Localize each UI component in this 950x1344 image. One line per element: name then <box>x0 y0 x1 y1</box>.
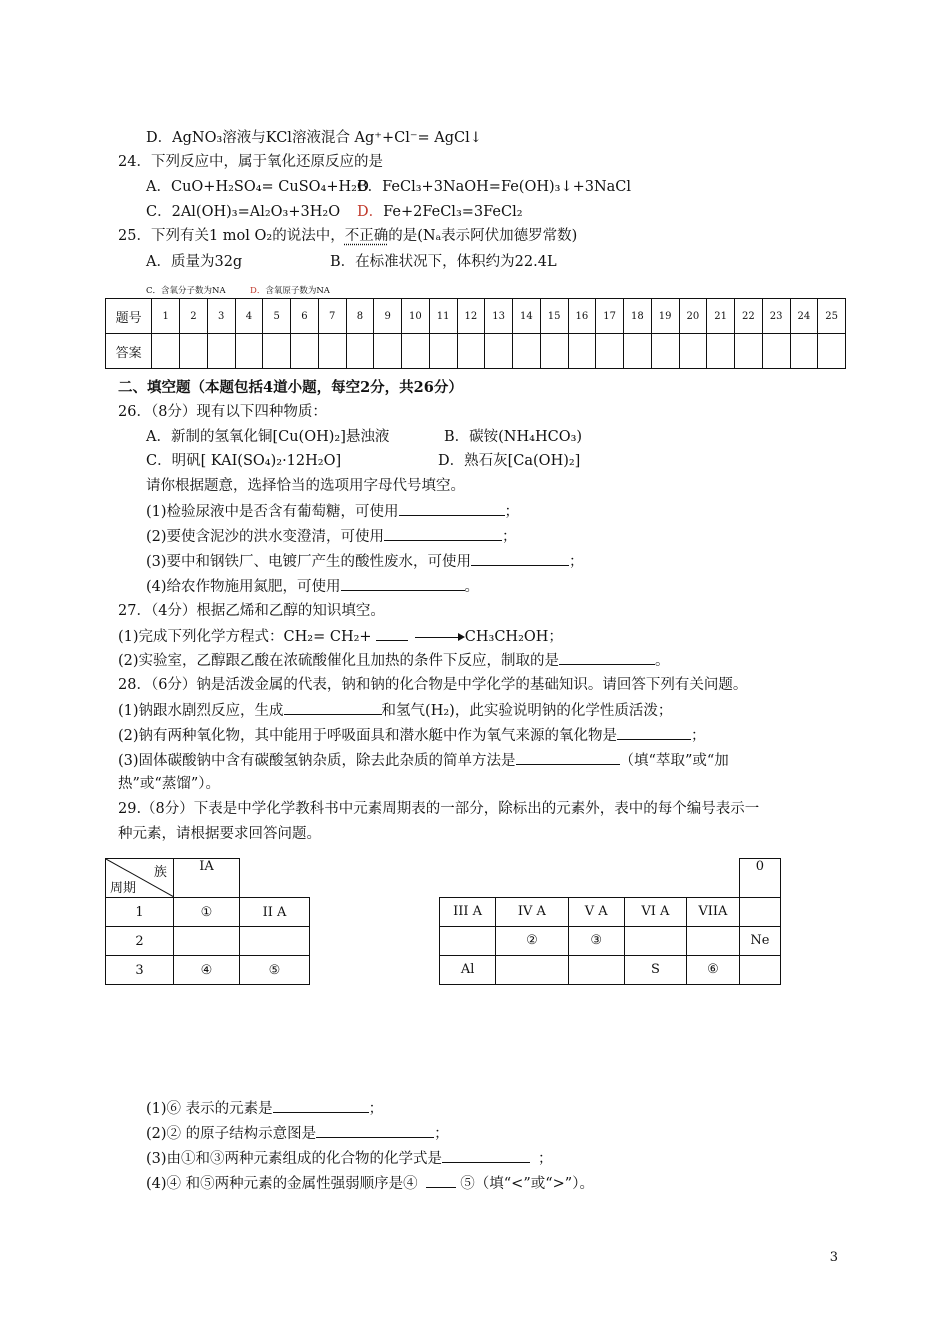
answer-cell[interactable] <box>429 334 457 369</box>
element-4: ④ <box>173 956 239 985</box>
q26-option-b: B．碳铵(NH₄HCO₃) <box>444 429 583 445</box>
q27-sub-1-blank[interactable] <box>376 626 408 641</box>
question-number-cell: 7 <box>318 299 346 334</box>
q27-stem: 27．（4分）根据乙烯和乙醇的知识填空。 <box>118 603 385 619</box>
empty-cell <box>687 926 740 955</box>
q26-sub-4-text: (4)给农作物施用氮肥，可使用 <box>146 579 341 595</box>
question-number-cell: 6 <box>291 299 319 334</box>
group-0-header: 0 <box>739 859 780 898</box>
q24-option-d-text: Fe+2FeCl₃=3FeCl₂ <box>383 204 523 220</box>
q28-sub-1-blank[interactable] <box>284 700 382 715</box>
q26-sub-4 <box>146 576 479 597</box>
group-iiia-header: III A <box>440 897 496 926</box>
answer-cell[interactable] <box>235 334 263 369</box>
question-number-cell: 17 <box>596 299 624 334</box>
q26-sub-1-end: ； <box>504 504 520 520</box>
section-2-title: 二、填空题（本题包括4道小题，每空2分，共26分） <box>118 379 463 396</box>
question-number-cell: 25 <box>818 299 846 334</box>
q25-option-c: C．含氧分子数为NA <box>146 286 226 296</box>
q27-sub-2-text: (2)实验室，乙醇跟乙酸在浓硫酸催化且加热的条件下反应，制取的是 <box>118 653 560 669</box>
q26-sub-1 <box>146 501 519 522</box>
question-number-cell: 21 <box>707 299 735 334</box>
q28-sub-2-blank[interactable] <box>617 725 691 740</box>
empty-cell <box>568 955 624 984</box>
element-al: Al <box>440 955 496 984</box>
q25-option-d-text: 含氧原子数为NA <box>265 286 330 296</box>
q29-sub-3-blank[interactable] <box>442 1148 530 1163</box>
answer-cell[interactable] <box>346 334 374 369</box>
periodic-table-right <box>439 858 781 985</box>
empty-cell <box>739 897 780 926</box>
answer-cell[interactable] <box>818 334 846 369</box>
reaction-arrow-icon <box>415 637 463 638</box>
empty-cell <box>173 927 239 956</box>
q26-sub-2-text: (2)要使含泥沙的洪水变澄清，可使用 <box>146 529 385 545</box>
q28-sub-1 <box>118 700 672 721</box>
q24-option-b: B．FeCl₃+3NaOH=Fe(OH)₃↓+3NaCl <box>357 179 632 195</box>
q28-sub-1-post: 和氢气(H₂)，此实验说明钠的化学性质活泼； <box>381 703 673 719</box>
question-number-cell: 10 <box>402 299 430 334</box>
q25-option-b: B．在标准状况下，体积约为22.4L <box>330 254 557 270</box>
q29-stem-continued: 种元素，请根据要求回答问题。 <box>118 826 321 842</box>
q27-sub-2-blank[interactable] <box>559 650 655 665</box>
answer-table-number-label: 题号 <box>106 299 152 334</box>
q28-sub-3-text: (3)固体碳酸钠中含有碳酸氢钠杂质，除去此杂质的简单方法是 <box>118 753 516 769</box>
question-number-cell: 12 <box>457 299 485 334</box>
answer-cell[interactable] <box>513 334 541 369</box>
element-1: ① <box>173 898 239 927</box>
answer-cell[interactable] <box>596 334 624 369</box>
q29-sub-4 <box>146 1173 594 1194</box>
group-iva-header: IV A <box>496 897 568 926</box>
answer-cell[interactable] <box>568 334 596 369</box>
q26-sub-3-end: ； <box>569 554 584 570</box>
q27-sub-1-pre: (1)完成下列化学方程式：CH₂= CH₂+ <box>118 629 372 645</box>
q26-sub-2-blank[interactable] <box>384 526 502 541</box>
q29-sub-4-post: ⑤（填“<”或“>”）。 <box>460 1176 594 1192</box>
q24-option-a: A．CuO+H₂SO₄= CuSO₄+H₂O <box>146 179 369 195</box>
q28-sub-2-end: ； <box>691 728 706 744</box>
question-number-cell: 24 <box>790 299 818 334</box>
answer-cell[interactable] <box>374 334 402 369</box>
q26-sub-3 <box>146 551 584 572</box>
question-number-cell: 4 <box>235 299 263 334</box>
q23-option-d: D．AgNO₃溶液与KCl溶液混合 Ag⁺+Cl⁻= AgCl↓ <box>146 130 482 146</box>
q24-option-d <box>357 202 523 222</box>
q27-sub-1-post: CH₃CH₂OH； <box>464 629 563 645</box>
answer-cell[interactable] <box>762 334 790 369</box>
question-number-cell: 13 <box>485 299 513 334</box>
q25-option-a: A．质量为32g <box>146 254 243 270</box>
q26-sub-3-blank[interactable] <box>471 551 569 566</box>
period-1: 1 <box>106 898 174 927</box>
empty-cell <box>687 859 740 898</box>
periodic-table-corner <box>106 859 174 898</box>
q26-sub-4-blank[interactable] <box>341 576 465 591</box>
q29-sub-3-text: (3)由①和③两种元素组成的化合物的化学式是 <box>146 1151 443 1167</box>
question-number-cell: 20 <box>679 299 707 334</box>
q29-sub-1 <box>146 1098 383 1119</box>
group-via-header: VI A <box>624 897 686 926</box>
empty-cell <box>240 927 310 956</box>
q29-sub-1-blank[interactable] <box>273 1098 369 1113</box>
answer-cell[interactable] <box>318 334 346 369</box>
element-2: ② <box>496 926 568 955</box>
q26-option-d: D．熟石灰[Ca(OH)₂] <box>438 453 581 469</box>
element-5: ⑤ <box>240 956 310 985</box>
page-number: 3 <box>829 1250 838 1265</box>
answer-cell[interactable] <box>263 334 291 369</box>
element-3: ③ <box>568 926 624 955</box>
group-header: 族 <box>153 865 167 880</box>
answer-cell[interactable] <box>180 334 208 369</box>
question-number-cell: 3 <box>207 299 235 334</box>
q26-sub-1-text: (1)检验尿液中是否含有葡萄糖，可使用 <box>146 504 399 520</box>
q29-sub-2-end: ； <box>434 1126 449 1142</box>
period-2: 2 <box>106 927 174 956</box>
q28-sub-2 <box>118 725 706 746</box>
q25-stem-emphasis: 不正确 <box>344 228 389 244</box>
empty-cell <box>440 859 496 898</box>
q29-sub-1-text: (1)⑥ 表示的元素是 <box>146 1101 273 1117</box>
question-number-cell: 16 <box>568 299 596 334</box>
question-number-cell: 11 <box>429 299 457 334</box>
q27-sub-1 <box>118 626 563 647</box>
question-number-cell: 22 <box>735 299 763 334</box>
q28-sub-3-continued: 热”或“蒸馏”）。 <box>118 776 220 792</box>
q29-sub-2-blank[interactable] <box>316 1123 434 1138</box>
question-number-cell: 18 <box>624 299 652 334</box>
q29-sub-4-blank[interactable] <box>426 1173 456 1188</box>
question-number-cell: 5 <box>263 299 291 334</box>
q25-option-d-letter: D． <box>250 286 266 296</box>
answer-cell[interactable] <box>540 334 568 369</box>
q28-sub-3-end: （填“萃取”或“加 <box>619 753 729 769</box>
question-number-cell: 15 <box>540 299 568 334</box>
q26-sub-2-end: ； <box>502 529 517 545</box>
q29-sub-2-text: (2)② 的原子结构示意图是 <box>146 1126 317 1142</box>
q25-stem-pre: 25．下列有关1 mol O₂的说法中， <box>118 228 345 244</box>
q29-sub-2 <box>146 1123 449 1144</box>
group-ia-header: IA <box>173 859 239 898</box>
q26-sub-2 <box>146 526 517 547</box>
question-number-cell: 1 <box>152 299 180 334</box>
answer-table-number-row <box>106 299 846 334</box>
answer-table-answer-label: 答案 <box>106 334 152 369</box>
answer-table <box>105 298 846 369</box>
q29-sub-3 <box>146 1148 553 1169</box>
q29-sub-3-end: ； <box>538 1151 553 1167</box>
question-number-cell: 14 <box>513 299 541 334</box>
answer-cell[interactable] <box>651 334 679 369</box>
q26-sub-3-text: (3)要中和钢铁厂、电镀厂产生的酸性废水，可使用 <box>146 554 472 570</box>
q25-stem-post: 的是(Nₐ表示阿伏加德罗常数) <box>388 228 578 244</box>
answer-cell[interactable] <box>485 334 513 369</box>
answer-cell[interactable] <box>624 334 652 369</box>
q26-sub-4-end: 。 <box>464 579 480 595</box>
q26-stem: 26．（8分）现有以下四种物质： <box>118 404 327 420</box>
empty-cell <box>624 859 686 898</box>
element-6: ⑥ <box>687 955 740 984</box>
question-number-cell: 9 <box>374 299 402 334</box>
question-number-cell: 19 <box>651 299 679 334</box>
answer-cell[interactable] <box>152 334 180 369</box>
empty-cell <box>496 955 568 984</box>
answer-table-answer-row <box>106 334 846 369</box>
answer-cell[interactable] <box>679 334 707 369</box>
empty-cell <box>440 926 496 955</box>
group-iia-header: II A <box>240 898 310 927</box>
answer-cell[interactable] <box>790 334 818 369</box>
empty-cell <box>568 859 624 898</box>
answer-cell[interactable] <box>207 334 235 369</box>
q28-sub-1-pre: (1)钠跟水剧烈反应，生成 <box>118 703 284 719</box>
q28-sub-2-text: (2)钠有两种氧化物，其中能用于呼吸面具和潜水艇中作为氧气来源的氧化物是 <box>118 728 618 744</box>
q29-sub-4-pre: (4)④ 和⑤两种元素的金属性强弱顺序是④ <box>146 1176 418 1192</box>
q28-sub-3 <box>118 750 729 771</box>
group-va-header: V A <box>568 897 624 926</box>
answer-cell[interactable] <box>457 334 485 369</box>
periodic-table-left <box>105 858 310 985</box>
answer-cell[interactable] <box>402 334 430 369</box>
empty-cell <box>739 955 780 984</box>
q28-sub-3-blank[interactable] <box>516 750 620 765</box>
question-number-cell: 8 <box>346 299 374 334</box>
answer-cell[interactable] <box>291 334 319 369</box>
element-ne: Ne <box>739 926 780 955</box>
question-number-cell: 2 <box>180 299 208 334</box>
question-number-cell: 23 <box>762 299 790 334</box>
empty-cell <box>240 859 310 898</box>
q28-stem: 28．（6分）钠是活泼金属的代表，钠和钠的化合物是中学化学的基础知识。请回答下列有关问题。 <box>118 677 748 693</box>
q26-sub-1-blank[interactable] <box>399 501 505 516</box>
empty-cell <box>496 859 568 898</box>
q24-option-d-letter: D． <box>357 204 384 220</box>
answer-cell[interactable] <box>735 334 763 369</box>
q26-option-c: C．明矾[ KAI(SO₄)₂·12H₂O] <box>146 453 342 469</box>
q26-instruction: 请你根据题意，选择恰当的选项用字母代号填空。 <box>146 478 465 494</box>
q24-option-c: C．2Al(OH)₃=Al₂O₃+3H₂O <box>146 204 341 220</box>
q24-stem: 24．下列反应中，属于氧化还原反应的是 <box>118 154 383 170</box>
answer-cell[interactable] <box>707 334 735 369</box>
q27-sub-2-end: 。 <box>655 653 670 669</box>
group-viia-header: VIIA <box>687 897 740 926</box>
period-3: 3 <box>106 956 174 985</box>
q29-stem: 29.（8分）下表是中学化学教科书中元素周期表的一部分，除标出的元素外，表中的每个编号表示一 <box>118 801 760 817</box>
q25-stem <box>118 226 577 246</box>
q26-option-a: A．新制的氢氧化铜[Cu(OH)₂]悬浊液 <box>146 429 390 445</box>
empty-cell <box>624 926 686 955</box>
element-s: S <box>624 955 686 984</box>
q27-sub-2 <box>118 650 670 671</box>
q29-sub-1-end: ； <box>368 1101 384 1117</box>
period-header: 周期 <box>110 881 137 896</box>
